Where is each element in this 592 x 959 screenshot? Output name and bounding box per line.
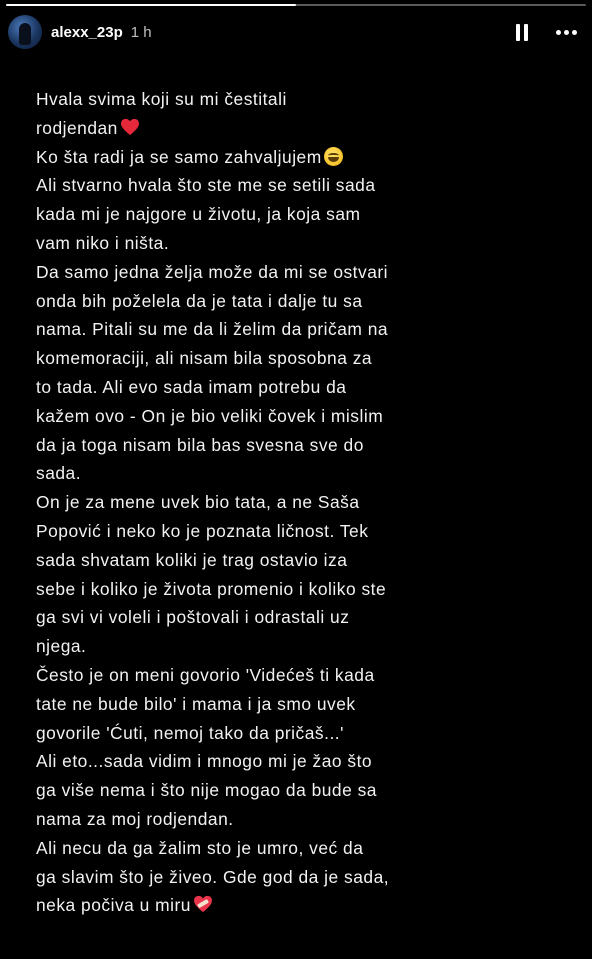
story-line: komemoraciji, ali nisam bila sposobna za	[36, 348, 373, 369]
story-line: Često je on meni govorio 'Videćeš ti kada	[36, 664, 375, 685]
timestamp: 1 h	[130, 23, 152, 41]
story-line: kažem ovo - On je bio veliki čovek i mislim	[36, 405, 384, 426]
story-line: sebe i koliko je života promenio i koliko ste	[36, 578, 387, 599]
story-line: Popović i neko ko je poznata ličnost. Tek	[36, 520, 369, 541]
story-line: Ali necu da ga žalim sto je umro, već da	[36, 837, 364, 858]
grinning-sweat-emoji-icon	[324, 147, 343, 166]
story-line: rodjendan	[36, 114, 576, 143]
story-line: Da samo jedna želja može da mi se ostvari	[36, 261, 389, 282]
pause-icon[interactable]	[510, 20, 534, 44]
story-line: to tada. Ali evo sada imam potrebu da	[36, 376, 347, 397]
story-line: njega.	[36, 636, 87, 657]
story-line: Ali stvarno hvala što ste me se setili sada	[36, 175, 376, 196]
story-line: nama za moj rodjendan.	[36, 808, 234, 829]
story-line: sada.	[36, 463, 82, 484]
avatar[interactable]	[8, 15, 42, 49]
red-heart-emoji-icon	[120, 118, 140, 136]
story-line: Ali eto...sada vidim i mnogo mi je žao što	[36, 751, 373, 772]
story-line: ga više nema i što nije mogao da bude sa	[36, 780, 377, 801]
story-line: da ja toga nisam bila bas svesna sve do	[36, 434, 364, 455]
more-horizontal-icon[interactable]	[552, 20, 580, 44]
story-line: govorile 'Ćuti, nemoj tako da pričaš...'	[36, 722, 344, 743]
story-line: vam niko i ništa.	[36, 232, 170, 253]
story-line: neka počiva u miru	[36, 891, 576, 920]
story-line: Hvala svima koji su mi čestitali	[36, 89, 287, 109]
story-line: Ko šta radi ja se samo zahvaljujem	[36, 143, 576, 172]
story-line: nama. Pitali su me da li želim da pričam na	[36, 319, 389, 340]
story-header	[8, 12, 580, 52]
story-progress-fill	[6, 4, 296, 6]
story-progress-bar	[6, 4, 586, 6]
story-line: ga slavim što je živeo. Gde god da je sada,	[36, 866, 390, 887]
story-line: onda bih poželela da je tata i dalje tu sa	[36, 290, 363, 311]
story-line: kada mi je najgore u životu, ja koja sam	[36, 204, 361, 225]
story-line: tate ne bude bilo' i mama i ja smo uvek	[36, 693, 356, 714]
username[interactable]: alexx_23p	[51, 23, 123, 41]
story-text	[36, 85, 576, 920]
story-line: ga svi vi voleli i poštovali i odrastali uz	[36, 607, 350, 628]
story-line: On je za mene uvek bio tata, a ne Saša	[36, 492, 360, 513]
heart-with-bandage-emoji-icon	[193, 895, 213, 913]
story-line: sada shvatam koliki je trag ostavio iza	[36, 549, 348, 570]
